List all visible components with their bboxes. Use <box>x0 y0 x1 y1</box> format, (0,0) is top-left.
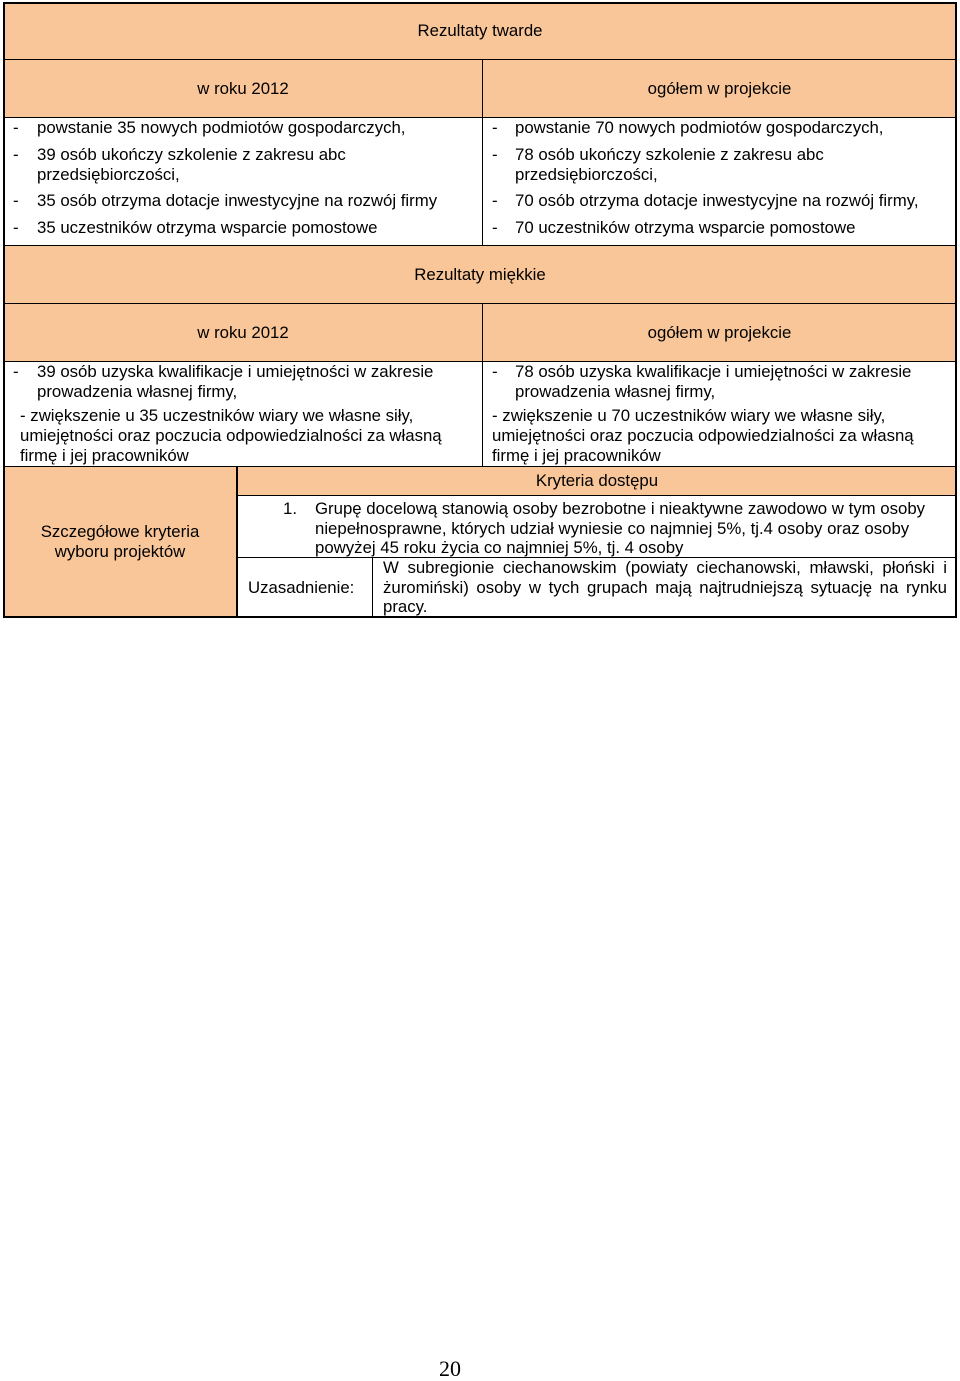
list-item <box>492 191 950 211</box>
list-item <box>13 362 466 402</box>
list-item <box>13 145 469 185</box>
soft-results-year-header: w roku 2012 <box>197 322 289 342</box>
justification-label: Uzasadnienie: <box>248 577 355 597</box>
hard-results-year-list <box>3 117 483 246</box>
hard-results-title: Rezultaty twarde <box>417 21 543 40</box>
list-item-text: zwiększenie u 70 uczestników wiary we własne siły, umiejętności oraz poczucia odpowiedzialności za własną firmę i jej pracowników <box>492 406 914 465</box>
access-criteria-title: Kryteria dostępu <box>535 471 659 490</box>
list-marker: - <box>13 362 19 381</box>
hard-results-year-header: w roku 2012 <box>197 78 289 98</box>
list-marker: - <box>492 217 498 237</box>
access-criteria-title-cell <box>237 466 957 496</box>
hard-results-total-list <box>482 117 957 246</box>
soft-results-title-cell <box>3 245 957 304</box>
list-item-text: powstanie 35 nowych podmiotów gospodarczych, <box>37 118 406 137</box>
list-item <box>492 118 950 138</box>
justification-text: W subregionie ciechanowskim (powiaty ciechanowski, mławski, płoński i żuromiński) osoby w tych grupach mają najtrudniejszą sytuację na rynku pracy. <box>383 558 947 617</box>
page-number: 20 <box>439 1356 461 1381</box>
list-item-text: 78 osób ukończy szkolenie z zakresu abc przedsiębiorczości, <box>515 144 824 184</box>
list-marker: - <box>492 118 498 137</box>
list-marker: - <box>492 406 498 425</box>
list-item-text: 78 osób uzyska kwalifikacje i umiejętności w zakresie prowadzenia własnej firmy, <box>515 362 912 401</box>
list-marker: - <box>492 144 498 164</box>
list-marker: - <box>13 191 19 210</box>
list-item <box>492 218 950 238</box>
list-item <box>492 145 950 185</box>
soft-results-title: Rezultaty miękkie <box>414 264 546 284</box>
list-item-text: 35 osób otrzyma dotacje inwestycyjne na rozwój firmy <box>37 191 438 210</box>
justification-text-cell <box>372 557 957 618</box>
soft-results-year-list <box>3 361 483 467</box>
selection-criteria-label-cell <box>3 466 238 618</box>
list-item-text: powstanie 70 nowych podmiotów gospodarczych, <box>515 118 884 137</box>
list-item <box>492 362 940 402</box>
list-item <box>13 191 469 211</box>
selection-criteria-label: Szczegółowe kryteria wyboru projektów <box>40 522 200 561</box>
list-marker: - <box>13 217 19 237</box>
criteria-item <box>283 499 947 558</box>
hard-results-total-header: ogółem w projekcie <box>647 78 792 98</box>
list-item-text: 70 uczestników otrzyma wsparcie pomostowe <box>515 217 856 237</box>
list-item <box>492 406 940 466</box>
criteria-text: Grupę docelową stanowią osoby bezrobotne i nieaktywne zawodowo w tym osoby niepełnosprawne, których udział wyniesie co najmniej 5%, tj.4 osoby oraz osoby powyżej 45 roku życia co najmniej 5%, tj. 4 osoby <box>315 499 926 557</box>
list-marker: - <box>492 362 498 381</box>
criteria-number: 1. <box>283 499 297 518</box>
soft-results-total-header-cell <box>482 303 957 362</box>
soft-results-total-list <box>482 361 957 467</box>
list-item <box>13 118 469 138</box>
list-marker: - <box>492 191 498 210</box>
list-marker: - <box>20 406 26 425</box>
soft-results-total-header: ogółem w projekcie <box>647 322 792 342</box>
list-item <box>13 218 469 238</box>
list-item <box>20 406 466 466</box>
access-criteria-item-cell <box>237 495 957 558</box>
list-marker: - <box>13 118 19 137</box>
list-item-text: 39 osób uzyska kwalifikacje i umiejętności w zakresie prowadzenia własnej firmy, <box>37 362 434 401</box>
hard-results-total-header-cell <box>482 59 957 118</box>
hard-results-year-header-cell <box>3 59 483 118</box>
justification-label-cell <box>237 557 373 618</box>
list-item-text: 70 osób otrzyma dotacje inwestycyjne na rozwój firmy, <box>515 191 919 210</box>
list-item-text: 35 uczestników otrzyma wsparcie pomostowe <box>37 217 378 237</box>
list-item-text: 39 osób ukończy szkolenie z zakresu abc przedsiębiorczości, <box>37 144 346 184</box>
list-item-text: zwiększenie u 35 uczestników wiary we własne siły, umiejętności oraz poczucia odpowiedzialności za własną firmę i jej pracowników <box>20 406 442 465</box>
list-marker: - <box>13 144 19 164</box>
soft-results-year-header-cell <box>3 303 483 362</box>
hard-results-title-cell <box>3 2 957 60</box>
